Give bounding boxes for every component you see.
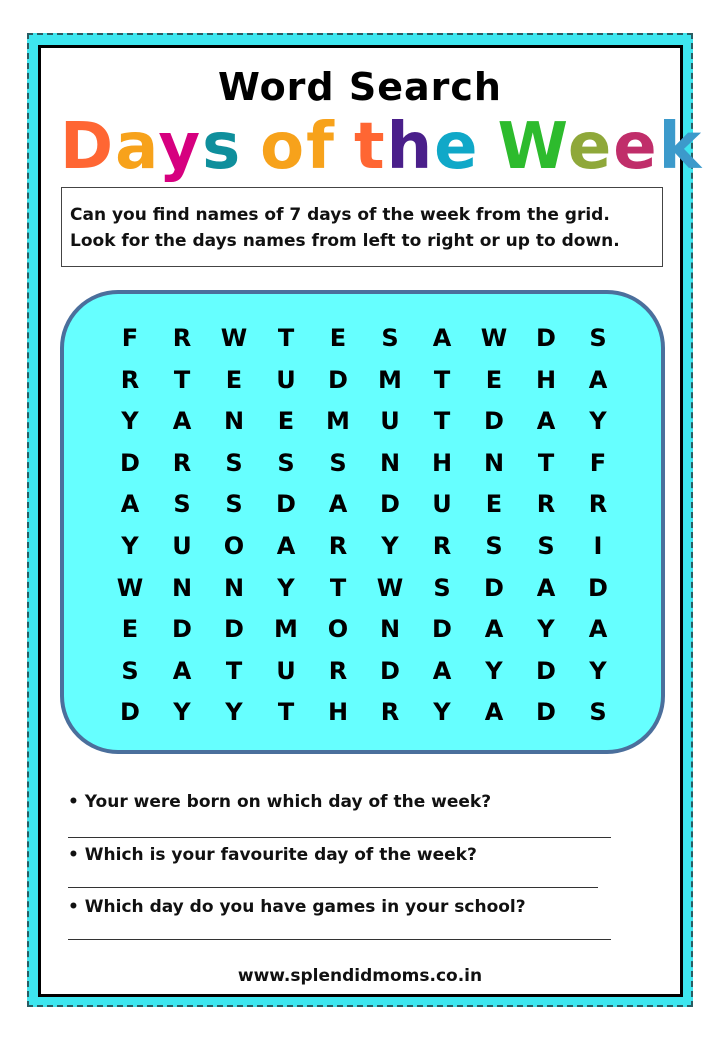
grid-letter[interactable]: H bbox=[327, 698, 349, 727]
grid-letter[interactable]: F bbox=[121, 324, 139, 352]
grid-letter[interactable]: R bbox=[328, 532, 348, 560]
grid-letter[interactable]: A bbox=[432, 656, 452, 685]
grid-letter[interactable]: A bbox=[172, 407, 192, 436]
grid-letter[interactable]: D bbox=[328, 365, 348, 394]
grid-letter[interactable]: Y bbox=[589, 407, 607, 436]
grid-letter[interactable]: U bbox=[172, 532, 192, 560]
grid-row bbox=[104, 692, 624, 732]
grid-letter[interactable]: D bbox=[536, 656, 556, 685]
grid-letter[interactable]: T bbox=[277, 324, 295, 352]
grid-letter[interactable]: Y bbox=[225, 698, 243, 727]
grid-letter[interactable]: N bbox=[171, 573, 193, 602]
grid-letter[interactable]: E bbox=[485, 490, 503, 519]
grid-row bbox=[104, 568, 624, 608]
subtitle-letter: W bbox=[497, 110, 568, 184]
grid-letter[interactable]: E bbox=[277, 407, 295, 436]
grid-letter[interactable]: D bbox=[120, 698, 140, 727]
grid-letter[interactable]: R bbox=[328, 656, 348, 685]
instructions-line-1: Can you find names of 7 days of the week from the grid. bbox=[70, 205, 610, 225]
subtitle-letter: k bbox=[658, 110, 704, 184]
grid-letter[interactable]: D bbox=[120, 448, 140, 477]
grid-letter[interactable]: E bbox=[329, 324, 347, 352]
grid-letter[interactable]: S bbox=[485, 532, 503, 560]
grid-letter[interactable]: Y bbox=[121, 532, 139, 560]
word-search-grid bbox=[104, 318, 624, 734]
grid-letter[interactable]: D bbox=[380, 490, 400, 519]
grid-letter[interactable]: T bbox=[537, 448, 555, 477]
subtitle-letter: D bbox=[60, 110, 116, 184]
grid-letter[interactable]: A bbox=[484, 615, 504, 644]
grid-letter[interactable]: A bbox=[120, 490, 140, 519]
grid-letter[interactable]: T bbox=[433, 407, 451, 436]
grid-row bbox=[104, 609, 624, 649]
grid-row bbox=[104, 360, 624, 400]
subtitle-space bbox=[336, 108, 354, 186]
grid-letter[interactable]: A bbox=[276, 532, 296, 560]
subtitle-letter: h bbox=[386, 110, 435, 184]
grid-letter[interactable]: I bbox=[593, 532, 603, 560]
grid-letter[interactable]: F bbox=[589, 448, 607, 477]
grid-letter[interactable]: S bbox=[277, 448, 295, 477]
grid-letter[interactable]: A bbox=[328, 490, 348, 519]
grid-letter[interactable]: T bbox=[277, 698, 295, 727]
grid-letter[interactable]: R bbox=[432, 532, 452, 560]
grid-letter[interactable]: D bbox=[224, 615, 244, 644]
grid-letter[interactable]: N bbox=[223, 573, 245, 602]
subtitle-letter: s bbox=[202, 110, 243, 184]
subtitle-days-of-the-week bbox=[60, 108, 704, 186]
grid-letter[interactable]: S bbox=[589, 698, 607, 727]
grid-letter[interactable]: H bbox=[535, 365, 557, 394]
subtitle-space bbox=[480, 108, 498, 186]
question-games-day: • Which day do you have games in your school? bbox=[68, 897, 526, 917]
subtitle-letter: y bbox=[158, 110, 203, 184]
grid-letter[interactable]: S bbox=[537, 532, 555, 560]
grid-letter[interactable]: D bbox=[536, 698, 556, 727]
grid-letter[interactable]: Y bbox=[121, 407, 139, 436]
grid-letter[interactable]: S bbox=[173, 490, 191, 519]
grid-letter[interactable]: N bbox=[379, 615, 401, 644]
grid-letter[interactable]: S bbox=[225, 448, 243, 477]
grid-letter[interactable]: D bbox=[484, 407, 504, 436]
grid-letter[interactable]: R bbox=[588, 490, 608, 519]
grid-letter[interactable]: A bbox=[536, 407, 556, 436]
grid-letter[interactable]: D bbox=[484, 573, 504, 602]
grid-letter[interactable]: M bbox=[274, 615, 298, 644]
subtitle-letter: e bbox=[567, 110, 614, 184]
grid-letter[interactable]: M bbox=[378, 365, 402, 394]
grid-letter[interactable]: U bbox=[276, 365, 296, 394]
instructions-line-2: Look for the days names from left to right or up to down. bbox=[70, 231, 620, 251]
grid-row bbox=[104, 484, 624, 524]
grid-letter[interactable]: Y bbox=[589, 656, 607, 685]
instructions-box bbox=[61, 187, 663, 267]
grid-letter[interactable]: D bbox=[588, 573, 608, 602]
grid-letter[interactable]: A bbox=[588, 615, 608, 644]
grid-letter[interactable]: R bbox=[172, 324, 192, 352]
grid-letter[interactable]: Y bbox=[433, 698, 451, 727]
grid-letter[interactable]: A bbox=[536, 573, 556, 602]
grid-letter[interactable]: R bbox=[120, 365, 140, 394]
answer-line-2[interactable] bbox=[68, 887, 598, 888]
grid-letter[interactable]: R bbox=[380, 698, 400, 727]
page-title: Word Search bbox=[218, 65, 502, 109]
grid-row bbox=[104, 651, 624, 691]
question-favourite-day: • Which is your favourite day of the week? bbox=[68, 845, 477, 865]
question-born-day: • Your were born on which day of the week? bbox=[68, 792, 492, 812]
grid-letter[interactable]: A bbox=[172, 656, 192, 685]
grid-letter[interactable]: R bbox=[536, 490, 556, 519]
footer-website: www.splendidmoms.co.in bbox=[237, 966, 483, 986]
grid-letter[interactable]: N bbox=[223, 407, 245, 436]
grid-letter[interactable]: R bbox=[172, 448, 192, 477]
grid-letter[interactable]: S bbox=[433, 573, 451, 602]
grid-letter[interactable]: Y bbox=[485, 656, 503, 685]
grid-letter[interactable]: S bbox=[329, 448, 347, 477]
grid-row bbox=[104, 526, 624, 566]
grid-letter[interactable]: Y bbox=[173, 698, 191, 727]
grid-letter[interactable]: W bbox=[116, 573, 144, 602]
grid-letter[interactable]: M bbox=[326, 407, 350, 436]
grid-letter[interactable]: E bbox=[225, 365, 243, 394]
grid-letter[interactable]: E bbox=[485, 365, 503, 394]
answer-line-1[interactable] bbox=[68, 837, 611, 838]
grid-letter[interactable]: S bbox=[225, 490, 243, 519]
grid-letter[interactable]: S bbox=[121, 656, 139, 685]
grid-row bbox=[104, 401, 624, 441]
grid-letter[interactable]: S bbox=[381, 324, 399, 352]
grid-letter[interactable]: U bbox=[276, 656, 296, 685]
grid-letter[interactable]: N bbox=[379, 448, 401, 477]
grid-row bbox=[104, 318, 624, 358]
grid-letter[interactable]: D bbox=[536, 324, 556, 352]
grid-letter[interactable]: D bbox=[432, 615, 452, 644]
grid-letter[interactable]: T bbox=[329, 573, 347, 602]
grid-letter[interactable]: A bbox=[588, 365, 608, 394]
grid-letter[interactable]: W bbox=[480, 324, 508, 352]
subtitle-letter: t bbox=[353, 110, 387, 184]
grid-letter[interactable]: A bbox=[432, 324, 452, 352]
grid-letter[interactable]: U bbox=[432, 490, 452, 519]
grid-letter[interactable]: E bbox=[121, 615, 139, 644]
grid-letter[interactable]: T bbox=[173, 365, 191, 394]
grid-letter[interactable]: Y bbox=[277, 573, 295, 602]
grid-letter[interactable]: T bbox=[225, 656, 243, 685]
grid-letter[interactable]: D bbox=[172, 615, 192, 644]
subtitle-letter: f bbox=[306, 110, 336, 184]
grid-letter[interactable]: W bbox=[220, 324, 248, 352]
grid-letter[interactable]: D bbox=[380, 656, 400, 685]
grid-letter[interactable]: D bbox=[276, 490, 296, 519]
subtitle-letter: a bbox=[115, 110, 159, 184]
subtitle-letter: e bbox=[434, 110, 480, 184]
grid-letter[interactable]: Y bbox=[537, 615, 555, 644]
grid-letter[interactable]: H bbox=[431, 448, 453, 477]
subtitle-letter: o bbox=[260, 110, 307, 184]
grid-letter[interactable]: A bbox=[484, 698, 504, 727]
subtitle-letter: e bbox=[613, 110, 659, 184]
grid-letter[interactable]: S bbox=[589, 324, 607, 352]
grid-letter[interactable]: N bbox=[483, 448, 505, 477]
answer-line-3[interactable] bbox=[68, 939, 611, 940]
grid-letter[interactable]: O bbox=[327, 615, 349, 644]
grid-row bbox=[104, 443, 624, 483]
subtitle-space bbox=[242, 108, 260, 186]
grid-letter[interactable]: W bbox=[376, 573, 404, 602]
grid-letter[interactable]: U bbox=[380, 407, 400, 436]
grid-letter[interactable]: Y bbox=[381, 532, 399, 560]
grid-letter[interactable]: T bbox=[433, 365, 451, 394]
grid-letter[interactable]: O bbox=[223, 532, 245, 560]
